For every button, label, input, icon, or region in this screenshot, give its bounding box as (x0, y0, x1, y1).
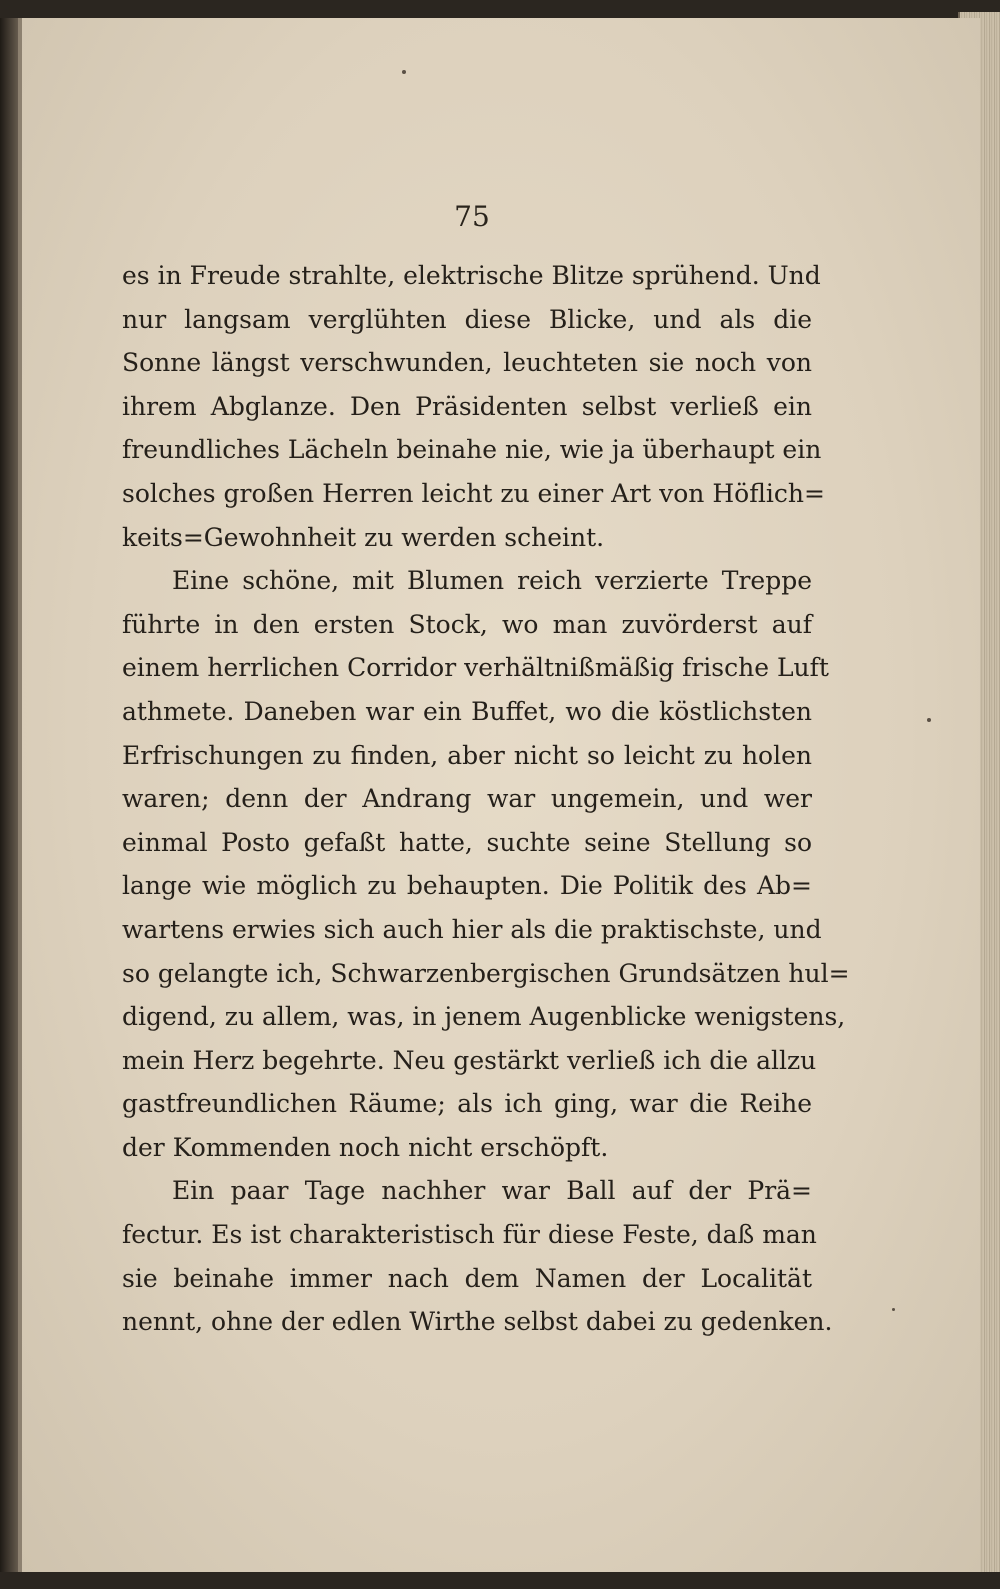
text-line: sie beinahe immer nach dem Namen der Localität (122, 1263, 812, 1293)
text-line: ihrem Abglanze. Den Präsidenten selbst verließ ein (122, 391, 812, 421)
text-line: führte in den ersten Stock, wo man zuvörderst auf (122, 609, 812, 639)
text-line: Eine schöne, mit Blumen reich verzierte Treppe (172, 566, 812, 596)
text-line: es in Freude strahlte, elektrische Blitze sprühend. Und (122, 261, 821, 290)
text-line: keits=Gewohnheit zu werden scheint. (122, 522, 605, 552)
text-line: nur langsam verglühten diese Blicke, und als die (122, 304, 812, 334)
body-text (122, 254, 850, 1344)
text-line: einem herrlichen Corridor verhältnißmäßig frische Luft (122, 653, 829, 683)
paper-speck (892, 1308, 895, 1311)
text-line: waren; denn der Andrang war ungemein, und wer (122, 784, 812, 814)
text-line: Sonne längst verschwunden, leuchteten sie noch von (122, 348, 812, 378)
text-line: solches großen Herren leicht zu einer Art von Höflich= (122, 478, 825, 508)
text-line: digend, zu allem, was, in jenem Augenblicke wenigstens, (122, 1002, 846, 1032)
page-number: 75 (454, 200, 490, 233)
text-line: Erfrischungen zu finden, aber nicht so leicht zu holen (122, 740, 812, 770)
text-line: gastfreundlichen Räume; als ich ging, war die Reihe (122, 1089, 812, 1119)
text-line: lange wie möglich zu behaupten. Die Politik des Ab= (122, 871, 812, 901)
text-line: Ein paar Tage nachher war Ball auf der Prä= (172, 1176, 812, 1206)
text-line: nennt, ohne der edlen Wirthe selbst dabei zu gedenken. (122, 1307, 833, 1337)
book-page (18, 18, 980, 1572)
text-line: freundliches Lächeln beinahe nie, wie ja überhaupt ein (122, 435, 822, 465)
text-line: einmal Posto gefaßt hatte, suchte seine Stellung so (122, 827, 812, 857)
paper-speck (927, 718, 931, 722)
text-line: der Kommenden noch nicht erschöpft. (122, 1132, 609, 1162)
text-line: athmete. Daneben war ein Buffet, wo die köstlichsten (122, 696, 812, 726)
text-line: mein Herz begehrte. Neu gestärkt verließ ich die allzu (122, 1045, 817, 1075)
text-line: fectur. Es ist charakteristisch für diese Feste, daß man (122, 1220, 817, 1250)
text-line: so gelangte ich, Schwarzenbergischen Grundsätzen hul= (122, 958, 850, 988)
paper-speck (402, 70, 406, 74)
text-line: wartens erwies sich auch hier als die praktischste, und (122, 914, 822, 944)
